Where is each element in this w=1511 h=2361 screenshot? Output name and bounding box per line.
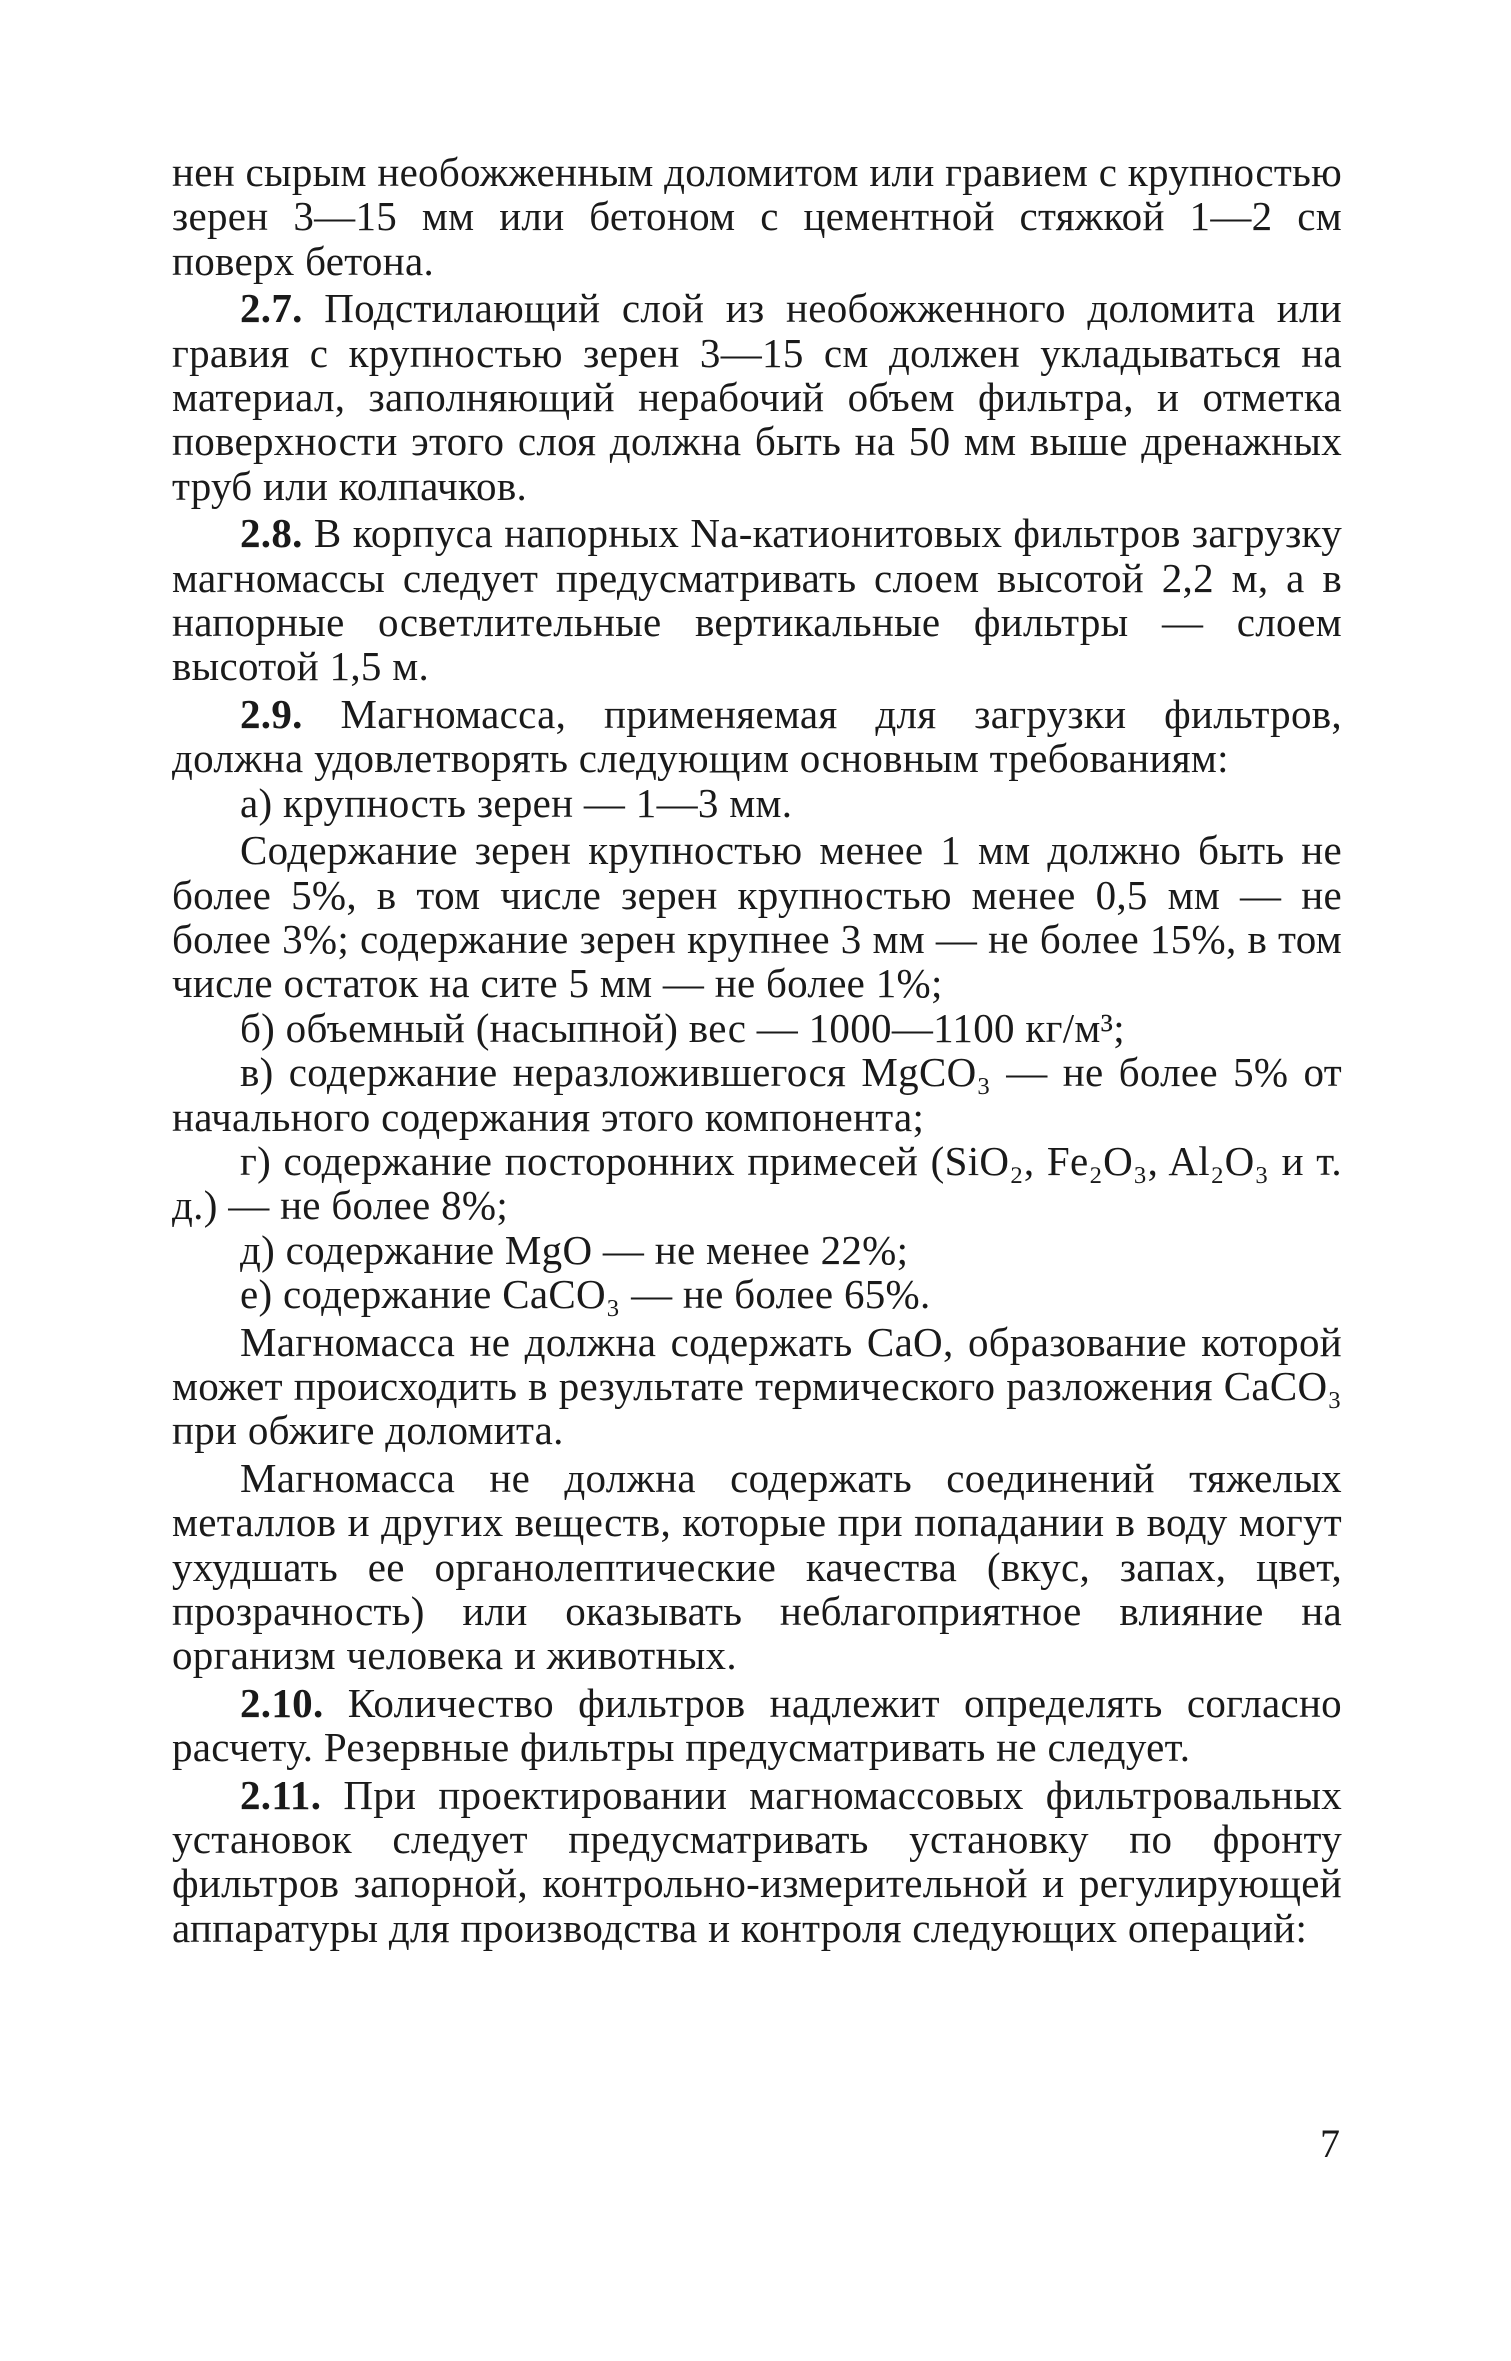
requirement-e: е) содержание CaCO₃ — не более 65%.: [240, 1271, 931, 1318]
clause-2-9: 2.9. Магномасса, применяемая для загрузки фильтров, должна удовлетворять следующим основным требованиям:: [172, 690, 1342, 782]
paragraph-continuation: нен сырым необожженным доломитом или гравием с крупностью зерен 3—15 мм или бетоном с цементной стяжкой 1—2 см поверх бетона.: [172, 149, 1342, 284]
clause-number: 2.9.: [240, 690, 303, 737]
clause-number: 2.7.: [240, 285, 303, 332]
body-text: [172, 150, 1342, 1950]
heavy-metals-paragraph: Магномасса не должна содержать соединений тяжелых металлов и других веществ, которые при попадании в воду могут ухудшать ее органолептические качества (вкус, запах, цвет, прозрачность) или оказывать неблагоприятное влияние на организм человека и животных.: [172, 1454, 1342, 1679]
clause-2-10: 2.10. Количество фильтров надлежит определять согласно расчету. Резервные фильтры предусматривать не следует.: [172, 1679, 1342, 1771]
grain-content-paragraph: Содержание зерен крупностью менее 1 мм должно быть не более 5%, в том числе зерен крупностью менее 0,5 мм — не более 3%; содержание зерен крупнее 3 мм — не более 15%, в том числе остаток на сите 5 мм — не более 1%;: [172, 827, 1342, 1007]
requirement-d: д) содержание MgO — не менее 22%;: [240, 1226, 909, 1273]
requirement-g: г) содержание посторонних примесей (SiO₂, Fe₂O₃, Al₂O₃ и т. д.) — не более 8%;: [172, 1137, 1342, 1229]
requirement-v: в) содержание неразложившегося MgCO₃ — не более 5% от начального содержания этого компонента;: [172, 1049, 1342, 1140]
clause-number: 2.10.: [240, 1679, 324, 1726]
clause-2-7: 2.7. Подстилающий слой из необожженного доломита или гравия с крупностью зерен 3—15 см должен укладываться на материал, заполняющий нерабочий объем фильтра, и отметка поверхности этого слоя должна быть на 50 мм выше дренажных труб или колпачков.: [172, 285, 1342, 509]
cao-paragraph: Магномасса не должна содержать CaO, образование которой может происходить в результате термического разложения CaCO₃ при обжиге доломита.: [172, 1318, 1342, 1454]
clause-2-11: 2.11. При проектировании магномассовых фильтровальных установок следует предусматривать установку по фронту фильтров запорной, контрольно-измерительной и регулирующей аппаратуры для производства и контроля следующих операций:: [172, 1771, 1342, 1951]
requirement-a: а) крупность зерен — 1—3 мм.: [240, 779, 793, 826]
clause-number: 2.11.: [240, 1771, 322, 1818]
clause-number: 2.8.: [240, 510, 303, 557]
requirement-b: б) объемный (насыпной) вес — 1000—1100 кг/м³;: [240, 1004, 1125, 1051]
page-number: 7: [1320, 2121, 1340, 2166]
clause-2-8: 2.8. В корпуса напорных Na-катионитовых фильтров загрузку магномассы следует предусматривать слоем высотой 2,2 м, а в напорные осветлительные вертикальные фильтры — слоем высотой 1,5 м.: [172, 510, 1343, 690]
